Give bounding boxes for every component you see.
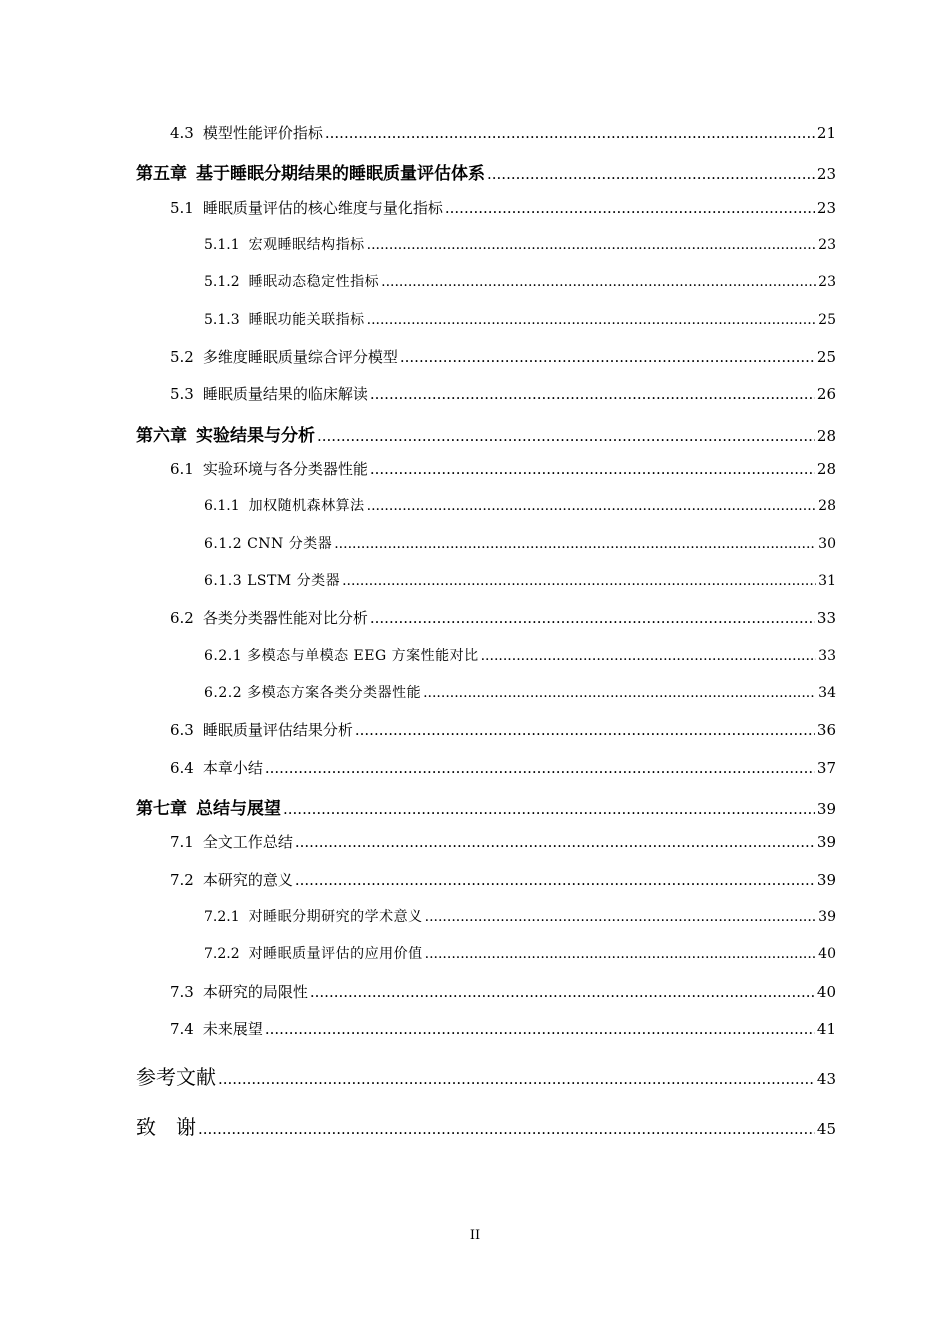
toc-title: 对睡眠质量评估的应用价值: [248, 946, 423, 962]
toc-entry-5-1-1[interactable]: [204, 234, 836, 254]
toc-leader-dots: [367, 312, 817, 328]
toc-page: 39: [816, 800, 836, 818]
toc-page: 23: [818, 237, 836, 253]
toc-number: 6.4: [170, 759, 194, 777]
toc-number: 4.3: [170, 124, 194, 142]
toc-page: 36: [816, 721, 836, 739]
toc-entry-7-3[interactable]: [170, 981, 836, 1002]
toc-number: 7.2: [170, 871, 194, 889]
toc-page: 39: [816, 833, 836, 851]
toc-leader-dots: [265, 1020, 815, 1038]
toc-number: 第七章: [136, 799, 187, 819]
toc-chapter-7[interactable]: [136, 794, 836, 819]
toc-page: 26: [816, 385, 836, 403]
toc-page: 28: [816, 460, 836, 478]
toc-number: 7.3: [170, 983, 194, 1001]
toc-title: 本章小结: [202, 759, 263, 777]
toc-leader-dots: [295, 871, 815, 889]
toc-leader-dots: [425, 946, 817, 962]
toc-entry-6-4[interactable]: [170, 757, 836, 778]
toc-leader-dots: [342, 573, 816, 589]
toc-number: 7.1: [170, 833, 194, 851]
toc-title: 睡眠质量评估的核心维度与量化指标: [202, 199, 443, 217]
toc-page: 43: [816, 1070, 836, 1088]
toc-number: 7.2.1: [204, 909, 240, 925]
toc-leader-dots: [423, 685, 816, 701]
toc-number: 6.1.1: [204, 498, 240, 514]
toc-chapter-5[interactable]: [136, 159, 836, 184]
toc-entry-6-2-2[interactable]: [204, 682, 836, 702]
toc-leader-dots: [355, 721, 815, 739]
page-number: II: [469, 1228, 481, 1243]
toc-page: 30: [818, 536, 836, 552]
toc-leader-dots: [283, 800, 815, 818]
toc-entry-7-4[interactable]: [170, 1018, 836, 1039]
toc-title: 本研究的局限性: [202, 983, 308, 1001]
toc-entry-5-1-3[interactable]: [204, 309, 836, 329]
toc-title: 总结与展望: [196, 799, 281, 819]
toc-acknowledgements[interactable]: [136, 1111, 836, 1140]
toc-leader-dots: [367, 498, 817, 514]
toc-title: 睡眠动态稳定性指标: [248, 274, 380, 290]
toc-title: 对睡眠分期研究的学术意义: [248, 909, 423, 925]
toc-page: 39: [816, 871, 836, 889]
toc-title: 睡眠质量评估结果分析: [202, 721, 353, 739]
toc-entry-6-1-3[interactable]: [204, 570, 836, 590]
toc-leader-dots: [481, 648, 817, 664]
toc-page: 41: [816, 1020, 836, 1038]
toc-page: 37: [816, 759, 836, 777]
toc-page: 34: [818, 685, 836, 701]
toc-entry-7-2-1[interactable]: [204, 906, 836, 926]
toc-leader-dots: [325, 124, 815, 142]
toc-page: 21: [816, 124, 836, 142]
toc-leader-dots: [487, 165, 815, 183]
toc-number: 6.2: [170, 609, 194, 627]
toc-title: 全文工作总结: [202, 833, 293, 851]
toc-title: 多维度睡眠质量综合评分模型: [202, 348, 398, 366]
toc-leader-dots: [370, 385, 815, 403]
toc-entry-7-1[interactable]: [170, 831, 836, 852]
toc-entry-6-1-2[interactable]: [204, 533, 836, 553]
toc-leader-dots: [218, 1070, 815, 1088]
toc-page: 33: [816, 609, 836, 627]
toc-leader-dots: [400, 348, 815, 366]
toc-page: 40: [818, 946, 836, 962]
toc-page: 25: [818, 312, 836, 328]
toc-leader-dots: [295, 833, 815, 851]
toc-number: 5.1.1: [204, 237, 240, 253]
toc-title: 睡眠功能关联指标: [248, 312, 365, 328]
toc-page: 28: [818, 498, 836, 514]
toc-page: 45: [816, 1120, 836, 1138]
toc-number: 5.3: [170, 385, 194, 403]
toc-leader-dots: [334, 536, 816, 552]
toc-page: 23: [816, 199, 836, 217]
toc-number: 7.2.2: [204, 946, 240, 962]
toc-entry-5-1[interactable]: [170, 197, 836, 218]
toc-page: 28: [816, 427, 836, 445]
toc-number: 5.1.2: [204, 274, 240, 290]
toc-title: 基于睡眠分期结果的睡眠质量评估体系: [196, 164, 485, 184]
toc-page: 31: [818, 573, 836, 589]
toc-entry-6-3[interactable]: [170, 719, 836, 740]
toc-leader-dots: [445, 199, 815, 217]
toc-chapter-6[interactable]: [136, 421, 836, 446]
toc-title: 6.1.2 CNN 分类器: [204, 536, 333, 552]
toc-number: 7.4: [170, 1020, 194, 1038]
toc-leader-dots: [198, 1120, 815, 1138]
toc-number: 5.1: [170, 199, 194, 217]
toc-title: 本研究的意义: [202, 871, 293, 889]
toc-title: 6.1.3 LSTM 分类器: [204, 573, 341, 589]
toc-page: 40: [816, 983, 836, 1001]
toc-number: 6.3: [170, 721, 194, 739]
toc-entry-5-1-2[interactable]: [204, 271, 836, 291]
toc-title: 睡眠质量结果的临床解读: [202, 385, 368, 403]
toc-number: 6.1: [170, 460, 194, 478]
toc-entry-6-1[interactable]: [170, 458, 836, 479]
toc-title: 实验环境与各分类器性能: [202, 460, 368, 478]
toc-page: 23: [818, 274, 836, 290]
toc-number: 5.1.3: [204, 312, 240, 328]
toc-entry-5-2[interactable]: [170, 346, 836, 367]
toc-title: 实验结果与分析: [196, 426, 315, 446]
toc-entry-6-2-1[interactable]: [204, 645, 836, 665]
toc-page: 39: [818, 909, 836, 925]
toc-leader-dots: [381, 274, 816, 290]
toc-title: 加权随机森林算法: [248, 498, 365, 514]
toc-title: 各类分类器性能对比分析: [202, 609, 368, 627]
toc-entry-7-2[interactable]: [170, 869, 836, 890]
toc-title: 参考文献: [136, 1065, 216, 1089]
toc-leader-dots: [265, 759, 815, 777]
toc-entry-6-1-1[interactable]: [204, 495, 836, 515]
toc-number: 5.2: [170, 348, 194, 366]
toc-title: 宏观睡眠结构指标: [248, 237, 365, 253]
toc-leader-dots: [310, 983, 815, 1001]
toc-entry-4-3[interactable]: [170, 122, 836, 143]
toc-leader-dots: [317, 427, 815, 445]
toc-references[interactable]: [136, 1061, 836, 1090]
toc-page: 25: [816, 348, 836, 366]
toc-leader-dots: [370, 460, 815, 478]
toc-entry-5-3[interactable]: [170, 383, 836, 404]
toc-leader-dots: [370, 609, 815, 627]
toc-leader-dots: [367, 237, 817, 253]
toc-entry-7-2-2[interactable]: [204, 943, 836, 963]
toc-title: 6.2.2 多模态方案各类分类器性能: [204, 685, 422, 701]
toc-title: 致 谢: [136, 1115, 196, 1139]
toc-page: 23: [816, 165, 836, 183]
toc-number: 第五章: [136, 164, 187, 184]
toc-page: 33: [818, 648, 836, 664]
toc-number: 第六章: [136, 426, 187, 446]
toc-entry-6-2[interactable]: [170, 607, 836, 628]
toc-title: 模型性能评价指标: [202, 124, 323, 142]
toc-title: 6.2.1 多模态与单模态 EEG 方案性能对比: [204, 648, 479, 664]
toc-title: 未来展望: [202, 1020, 263, 1038]
toc-leader-dots: [425, 909, 817, 925]
